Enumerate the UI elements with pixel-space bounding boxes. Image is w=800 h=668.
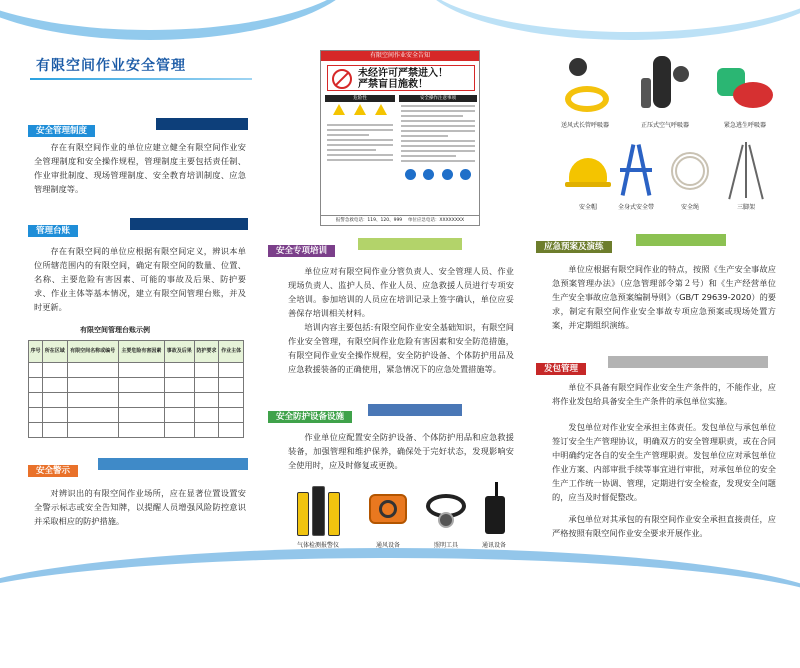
- notice-rules-column: [399, 95, 477, 213]
- section-bar-ledger: [28, 218, 248, 236]
- contract-text-2: 发包单位对作业安全承担主体责任。发包单位与承包单位签订安全生产管理协议，明确双方的安全管理职责，或在合同中明确约定各自的安全生产管理职责。发包单位应对承包单位作业方案、内部审批手续等事宜进行审批，对承包单位的安全生产工作统一协调、管理，定期进行安全检查，发现安全问题的，应当及时督促整改。: [552, 422, 776, 502]
- section-label-warning: 安全警示: [28, 465, 78, 477]
- notice-hazard-column: [325, 95, 395, 213]
- section-label-protection: 安全防护设备设施: [268, 411, 352, 423]
- ledger-table: [28, 340, 244, 438]
- no-entry-icon: [332, 69, 352, 89]
- warning-triangle-icon: [333, 104, 345, 115]
- section-bar-protection: [268, 404, 462, 422]
- air-supply-respirator-item: [545, 56, 625, 129]
- col-header: 作业主体: [219, 341, 244, 363]
- tripod-item: [718, 142, 774, 211]
- col-header: 防护要求: [194, 341, 219, 363]
- safety-system-text: 存在有限空间作业的单位应建立健全有限空间作业安全管理制度和安全操作规程，管理制度主要包括责任制、作业审批制度、现场管理制度、安全教育培训制度、应急管理制度等。: [34, 142, 246, 194]
- col-header: 序号: [29, 341, 43, 363]
- col-header: 有限空间名称或编号: [67, 341, 118, 363]
- col-header: 主要危险有害因素: [118, 341, 164, 363]
- left-panel: [0, 0, 262, 590]
- section-label-training: 安全专项培训: [268, 245, 335, 257]
- escape-respirator-label: 紧急逃生呼吸器: [723, 122, 766, 129]
- section-label-safety-system: 安全管理制度: [28, 125, 95, 137]
- harness-item: [608, 142, 664, 211]
- notice-banner-line2: 严禁盲目施救！: [358, 79, 428, 90]
- notice-rules-label: 安全操作注意事项: [399, 95, 477, 102]
- escape-respirator-icon: [713, 56, 777, 116]
- page-title: 有限空间作业安全管理: [36, 58, 186, 74]
- notice-rules-fine-print: [399, 105, 477, 162]
- helmet-icon: [565, 142, 611, 198]
- col-header: 所在区域: [42, 341, 67, 363]
- notice-unit-phone: 单位应急电话：XXXXXXXX: [407, 218, 465, 223]
- emergency-text: 单位应根据有限空间作业的特点，按照《生产安全事故应急预案管理办法》（应急管理部令第２号）和《生产经营单位生产安全事故应急预案编制导则》（GB/T 29639-2020）的要求，制定有限空间作业安全事故专项应急预案或现场处置方案，并定期组织演练。: [552, 264, 776, 330]
- contract-text-1: 单位不具备有限空间作业安全生产条件的，不能作业，应将作业发包给具备安全生产条件的承包单位实施。: [552, 382, 776, 406]
- safety-notice-board: [320, 50, 480, 226]
- ledger-text: 存在有限空间的单位应根据有限空间定义，辨识本单位所辖范围内的有限空间，确定有限空间的数量、位置、名称、主要危险有害因素、可能的事故及后果、防护要求、作业主体等基本情况，建立有限空间管理台账，并及时更新。: [34, 246, 246, 312]
- notice-banner: [327, 65, 475, 91]
- lighting-label: 照明工具: [433, 542, 458, 549]
- warning-text: 对辨识出的有限空间作业场所，应在显著位置设置安全警示标志或安全告知牌，以提醒人员增强风险防控意识并采取相应的防护措施。: [34, 488, 246, 526]
- notice-hazard-label: 危险性: [325, 95, 395, 102]
- training-text-1: 单位应对有限空间作业分管负责人、安全管理人员、作业现场负责人、监护人员、作业人员、应急救援人员进行专项安全培训。参加培训的人员应在培训记录上签字确认，单位应妥善保存培训相关材料。: [288, 266, 514, 318]
- gas-detector-item: [290, 482, 346, 549]
- ppe-icon: [405, 169, 416, 180]
- scba-icon: [635, 56, 695, 116]
- table-row: [29, 393, 244, 408]
- air-supply-respirator-label: 送风式长管呼吸器: [560, 122, 609, 129]
- warning-triangle-icon: [354, 104, 366, 115]
- rope-icon: [667, 142, 713, 198]
- title-underline: [30, 78, 252, 80]
- warning-triangle-icon: [375, 104, 387, 115]
- table-row: [29, 378, 244, 393]
- rope-label: 安全绳: [680, 204, 699, 211]
- scba-item: [625, 56, 705, 129]
- harness-icon: [616, 142, 656, 198]
- ledger-table-title: 有限空间管理台账示例: [80, 326, 150, 334]
- rope-item: [662, 142, 718, 211]
- section-bar-training: [268, 238, 462, 256]
- ppe-icon: [423, 169, 434, 180]
- table-row: [29, 363, 244, 378]
- tripod-label: 三脚架: [736, 204, 755, 211]
- escape-respirator-item: [705, 56, 785, 129]
- section-bar-safety-system: [28, 118, 248, 136]
- gas-detector-icon: [296, 482, 340, 536]
- notice-header: 有限空间作业安全告知: [321, 51, 479, 61]
- notice-banner-line1: 未经许可严禁进入！: [358, 68, 448, 79]
- harness-label: 全身式安全带: [617, 204, 654, 211]
- helmet-label: 安全帽: [578, 204, 597, 211]
- gas-detector-label: 气体检测报警仪: [296, 542, 339, 549]
- section-bar-emergency: [536, 234, 726, 252]
- section-label-emergency: 应急预案及演练: [536, 241, 612, 253]
- air-supply-respirator-icon: [555, 56, 615, 116]
- notice-emergency-phone: 报警急救电话：119、120、999: [335, 218, 403, 223]
- walkie-talkie-icon: [479, 482, 509, 536]
- headlamp-icon: [423, 482, 469, 536]
- ppe-icon: [460, 169, 471, 180]
- section-label-contract: 发包管理: [536, 363, 586, 375]
- scba-label: 正压式空气呼吸器: [640, 122, 689, 129]
- protection-text: 作业单位应配置安全防护设备、个体防护用品和应急救援装备，加强管理和维护保养，确保处于完好状态，发现影响安全使用时，应及时修复或更换。: [288, 432, 514, 470]
- ventilation-fan-icon: [365, 482, 411, 536]
- ventilation-item: [360, 482, 416, 549]
- tripod-icon: [723, 142, 769, 198]
- table-row: [29, 408, 244, 423]
- col-header: 事故及后果: [164, 341, 194, 363]
- table-row: [29, 423, 244, 438]
- radio-label: 通讯设备: [481, 542, 506, 549]
- ppe-icon: [442, 169, 453, 180]
- radio-item: [466, 482, 522, 549]
- section-label-ledger: 管理台账: [28, 225, 78, 237]
- ledger-table-header: [29, 341, 244, 363]
- section-bar-contract: [536, 356, 768, 374]
- contract-text-3: 承包单位对其承包的有限空间作业安全承担直接责任，应严格按照有限空间作业安全要求开展作业。: [552, 514, 776, 538]
- notice-fine-print: [325, 124, 395, 161]
- ventilation-label: 通风设备: [375, 542, 400, 549]
- section-bar-warning: [28, 458, 248, 476]
- training-text-2: 培训内容主要包括:有限空间作业安全基础知识，有限空间作业安全管理，有限空间作业危险有害因素和安全防范措施，有限空间作业安全操作规程，安全防护设备、个体防护用品及应急救援装备的正确使用，紧急情况下的应急处置措施等。: [288, 322, 514, 374]
